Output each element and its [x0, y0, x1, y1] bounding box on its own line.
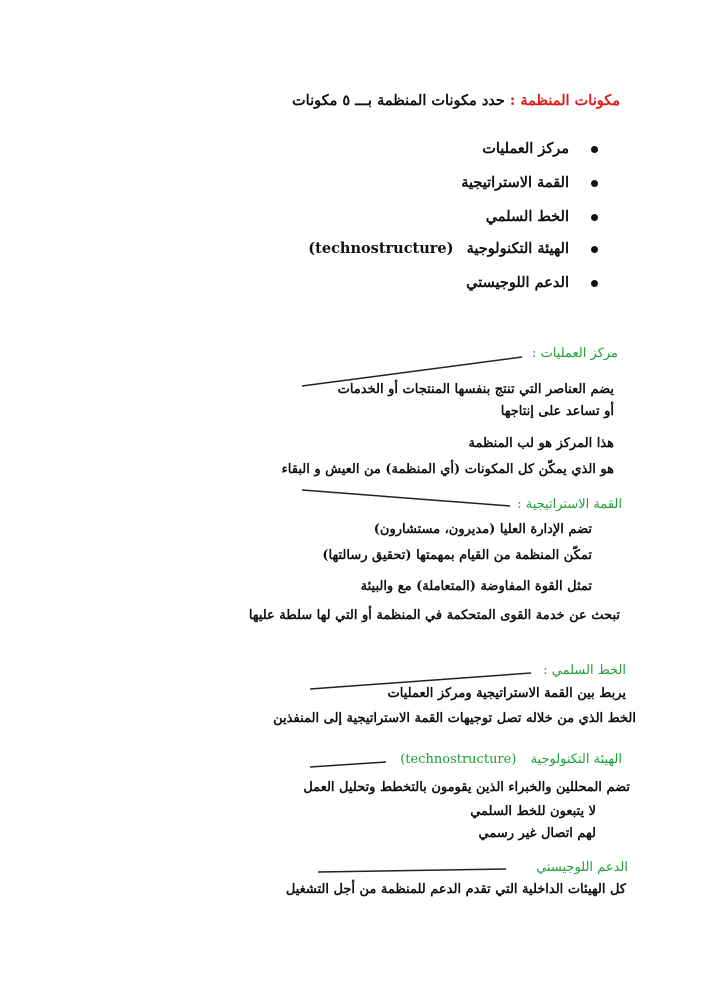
- separator-line: [310, 762, 386, 767]
- list-item: الدعم اللوجيستي: [466, 274, 598, 291]
- techno-line: لا يتبعون للخط السلمي: [470, 804, 596, 819]
- intro-text: حدد مكونات المنظمة بـــ ٥ مكونات: [292, 92, 505, 109]
- strategic-line: تضم الإدارة العليا (مديرون، مستشارون): [373, 522, 592, 537]
- separator-line: [302, 490, 510, 506]
- operations-line: يضم العناصر التي تنتج بنفسها المنتجات أو الخدمات: [337, 382, 614, 397]
- list-item: الهيئة التكنولوجية (technostructure): [308, 240, 598, 257]
- strategic-line: تمثل القوة المفاوضة (المتعاملة) مع والبيئة: [360, 579, 592, 594]
- techno-line: لهم اتصال غير رسمي: [478, 826, 596, 841]
- strategic-line: تبحث عن خدمة القوى المتحكمة في المنظمة أو التي لها سلطة عليها: [248, 608, 620, 623]
- hierarchy-line: الخط الذي من خلاله تصل توجيهات القمة الاستراتيجية إلى المنفذين: [273, 711, 636, 726]
- intro-label: مكونات المنظمة :: [509, 92, 620, 109]
- techno-heading: الهيئة التكنولوجية (technostructure): [400, 752, 622, 767]
- separator-line: [318, 869, 506, 872]
- logistics-heading: الدعم اللوجيستي: [536, 860, 628, 875]
- logistics-line: كل الهيئات الداخلية التي تقدم الدعم للمنظمة من أجل التشغيل: [285, 882, 626, 897]
- techno-line: تضم المحللين والخبراء الذين يقومون بالتخطط وتحليل العمل: [303, 780, 630, 795]
- strategic-heading: القمة الاستراتيجية :: [517, 497, 622, 512]
- operations-heading: مركز العمليات :: [532, 346, 618, 361]
- list-item: الخط السلمي: [486, 208, 598, 225]
- technostructure-term: (technostructure): [308, 240, 454, 257]
- operations-line: هو الذي يمكّن كل المكونات (أي المنظمة) من العيش و البقاء: [281, 462, 614, 477]
- list-item: مركز العمليات: [482, 140, 598, 157]
- techno-heading-term: (technostructure): [400, 752, 517, 767]
- list-item: القمة الاستراتيجية: [461, 174, 598, 191]
- hierarchy-line: يربط بين القمة الاستراتيجية ومركز العمليات: [387, 686, 626, 701]
- hierarchy-heading: الخط السلمي :: [543, 663, 626, 678]
- operations-line: أو تساعد على إنتاجها: [500, 404, 614, 419]
- operations-line: هذا المركز هو لب المنظمة: [468, 436, 614, 451]
- strategic-line: تمكّن المنظمة من القيام بمهمتها (تحقيق رسالتها): [322, 548, 592, 563]
